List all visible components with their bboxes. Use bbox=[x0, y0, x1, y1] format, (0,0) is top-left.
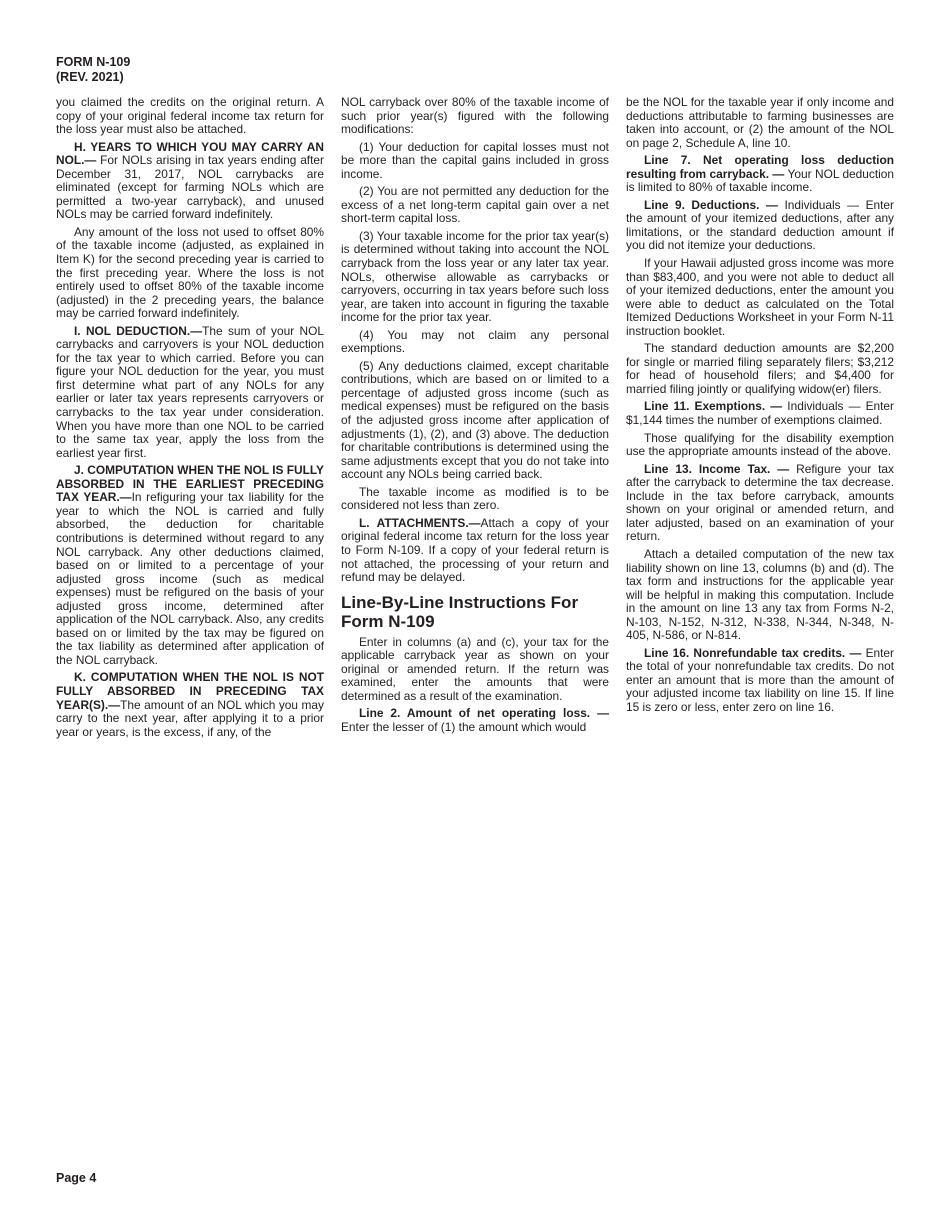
section-j bbox=[56, 464, 324, 667]
paragraph-disability: Those qualifying for the disability exemption use the appropriate amounts instead of the above. bbox=[626, 430, 894, 459]
page-number: Page 4 bbox=[56, 1171, 97, 1185]
line-9 bbox=[626, 199, 894, 253]
section-i-heading: I. NOL DEDUCTION.— bbox=[74, 323, 203, 338]
modification-3: (3) Your taxable income for the prior tax year(s) is determined without taking into account the NOL carryback from the loss year or any later tax year. NOLs, otherwise allowable as carrybacks or carryovers, occurring in tax years before such loss year, are taken into account in figuring the taxable income for the prior tax year. bbox=[341, 228, 609, 325]
section-k-heading: K. COMPUTATION WHEN THE NOL IS NOT FULLY ABSORBED IN PRECEDING TAX YEAR(S).— bbox=[56, 670, 324, 712]
line-7-heading: Line 7. Net operating loss deduction resulting from carryback. — bbox=[626, 153, 894, 181]
line-11-text: Individuals — Enter $1,144 times the number of exemptions claimed. bbox=[626, 399, 894, 428]
line-9-heading: Line 9. Deductions. — bbox=[644, 197, 778, 212]
paragraph-taxable-income: The taxable income as modified is to be considered not less than zero. bbox=[341, 484, 609, 513]
column-3 bbox=[626, 96, 894, 719]
section-k bbox=[56, 671, 324, 739]
paragraph-standard-deduction: The standard deduction amounts are $2,200 for single or married filing separately filers; $3,212 for head of household filers; and $4,400 for married filing jointly or qualifying widow(er) filers. bbox=[626, 341, 894, 396]
modification-4: (4) You may not claim any personal exemptions. bbox=[341, 327, 609, 356]
section-i bbox=[56, 325, 324, 460]
section-l-text: Attach a copy of your original federal income tax return for the loss year to Form N-109. If a copy of your federal return is not attached, the processing of your return and refund may be delayed. bbox=[341, 515, 609, 585]
column-1 bbox=[56, 96, 324, 743]
line-2 bbox=[341, 707, 609, 734]
section-k-text: The amount of an NOL which you may carry to the next year, after applying it to a prior year or years, is the excess, if any, of the bbox=[56, 697, 324, 739]
paragraph-attach-original: you claimed the credits on the original return. A copy of your original federal income tax return for the loss year must also be attached. bbox=[56, 95, 324, 137]
line-16-text: Enter the total of your nonrefundable tax credits. Do not enter an amount that is more than the amount of your adjusted income tax liability on line 15. If line 15 is zero or less, enter zero on line 16. bbox=[626, 645, 894, 714]
paragraph-farming-nol: be the NOL for the taxable year if only income and deductions attributable to farming businesses are taken into account, or (2) the amount of the NOL on page 2, Schedule A, line 10. bbox=[626, 95, 894, 150]
section-h-text: For NOLs arising in tax years ending after December 31, 2017, NOL carrybacks are eliminated (except for farming NOLs which are permitted a two-year carryback), and unused NOLs may be carried forward indefinitely. bbox=[56, 153, 324, 222]
form-number: FORM N-109 bbox=[56, 55, 131, 69]
section-l-heading: L. ATTACHMENTS.— bbox=[359, 515, 481, 530]
line-11 bbox=[626, 400, 894, 427]
paragraph-nol-carryback: NOL carryback over 80% of the taxable income of such prior year(s) figured with the following modifications: bbox=[341, 95, 609, 137]
line-13-heading: Line 13. Income Tax. — bbox=[644, 461, 790, 476]
column-2 bbox=[341, 96, 609, 738]
line-9-text: Individuals — Enter the amount of your itemized deductions, after any limitations, or the standard deduction amount if you did not itemize your deductions. bbox=[626, 197, 894, 253]
form-revision: (REV. 2021) bbox=[56, 69, 124, 84]
line-16-heading: Line 16. Nonrefundable tax credits. — bbox=[644, 645, 862, 660]
section-l bbox=[341, 517, 609, 585]
modification-5: (5) Any deductions claimed, except charitable contributions, which are based on or limited to a percentage of adjusted gross income (such as medical expenses) must be refigured on the basis of the adjusted gross income after application of adjustments (1), (2), and (3) above. The deduction for charitable contributions is determined using the same adjustments except that you do not take into account any NOLs being carried back. bbox=[341, 358, 609, 482]
paragraph-hawaii-agi: If your Hawaii adjusted gross income was more than $83,400, and you were not able to deduct all of your itemized deductions, enter the amount you were able to deduct as calculated on the Total Itemized Deductions Worksheet in your Form N-11 instruction booklet. bbox=[626, 256, 894, 338]
line-16 bbox=[626, 647, 894, 715]
line-11-heading: Line 11. Exemptions. — bbox=[644, 399, 783, 414]
section-h bbox=[56, 141, 324, 222]
form-header bbox=[56, 55, 130, 84]
section-title-line-by-line: Line-By-Line Instructions For Form N-109 bbox=[341, 592, 579, 632]
line-7-text: Your NOL deduction is limited to 80% of taxable income. bbox=[626, 166, 895, 195]
modification-1: (1) Your deduction for capital losses must not be more than the capital gains included in gross income. bbox=[341, 139, 609, 181]
section-j-heading: J. COMPUTATION WHEN THE NOL IS FULLY ABSORBED IN THE EARLIEST PRECEDING TAX YEAR.— bbox=[56, 463, 324, 505]
section-j-text: In refiguring your tax liability for the year to which the NOL is carried and fully absorbed, the deduction for charitable contributions is determined without regard to any NOL carryback. Any other deductions claimed, based on or limited to a percentage of your adjusted gross income (such as medical expenses) must be refigured on the basis of your adjusted gross income, determined after application of the NOL carryback. Also, any credits based on or limited by the tax may be figured on the tax liability as determined after application of the NOL carryback. bbox=[56, 490, 324, 667]
paragraph-enter-columns: Enter in columns (a) and (c), your tax for the applicable carryback year as shown on your original or amended return. If the return was examined, enter the amounts that were determined as a result of the examination. bbox=[341, 634, 609, 703]
line-2-heading: Line 2. Amount of net operating loss. — bbox=[359, 706, 609, 721]
line-2-text: Enter the lesser of (1) the amount which would bbox=[341, 719, 587, 734]
line-7 bbox=[626, 154, 894, 195]
paragraph-attach-computation: Attach a detailed computation of the new tax liability shown on line 13, columns (b) and (d). The tax form and instructions for the applicable year will be helpful in making this computation. Include in the amount on line 13 any tax from Forms N-2, N-103, N-152, N-312, N-338, N-344, N-348, N-405, N-586, or N-814. bbox=[626, 546, 894, 643]
line-13 bbox=[626, 463, 894, 544]
section-h-heading: H. YEARS TO WHICH YOU MAY CARRY AN NOL.— bbox=[56, 139, 324, 168]
modification-2: (2) You are not permitted any deduction for the excess of a net long-term capital gain over a net short-term capital loss. bbox=[341, 184, 609, 226]
line-13-text: Refigure your tax after the carryback to determine the tax decrease. Include in the tax before carryback, amounts shown on your original or amended return, and later adjusted, based on an examination of your return. bbox=[626, 461, 894, 544]
paragraph-offset-80: Any amount of the loss not used to offset 80% of the taxable income (adjusted, as explained in Item K) for the second preceding year is carried to the first preceding year. Where the loss is not entirely used to offset 80% of the taxable income (adjusted) in the 2 preceding years, the balance may be carried forward indefinitely. bbox=[56, 224, 324, 321]
section-i-text: The sum of your NOL carrybacks and carryovers is your NOL deduction for the tax year to which carried. Before you can figure your NOL deduction for the year, you must first determine what part of any NOLs for any earlier or later tax years represents carryovers or carrybacks to the tax year under consideration. When you have more than one NOL to be carried to the same tax year, apply the loss from the earliest year first. bbox=[56, 323, 324, 460]
